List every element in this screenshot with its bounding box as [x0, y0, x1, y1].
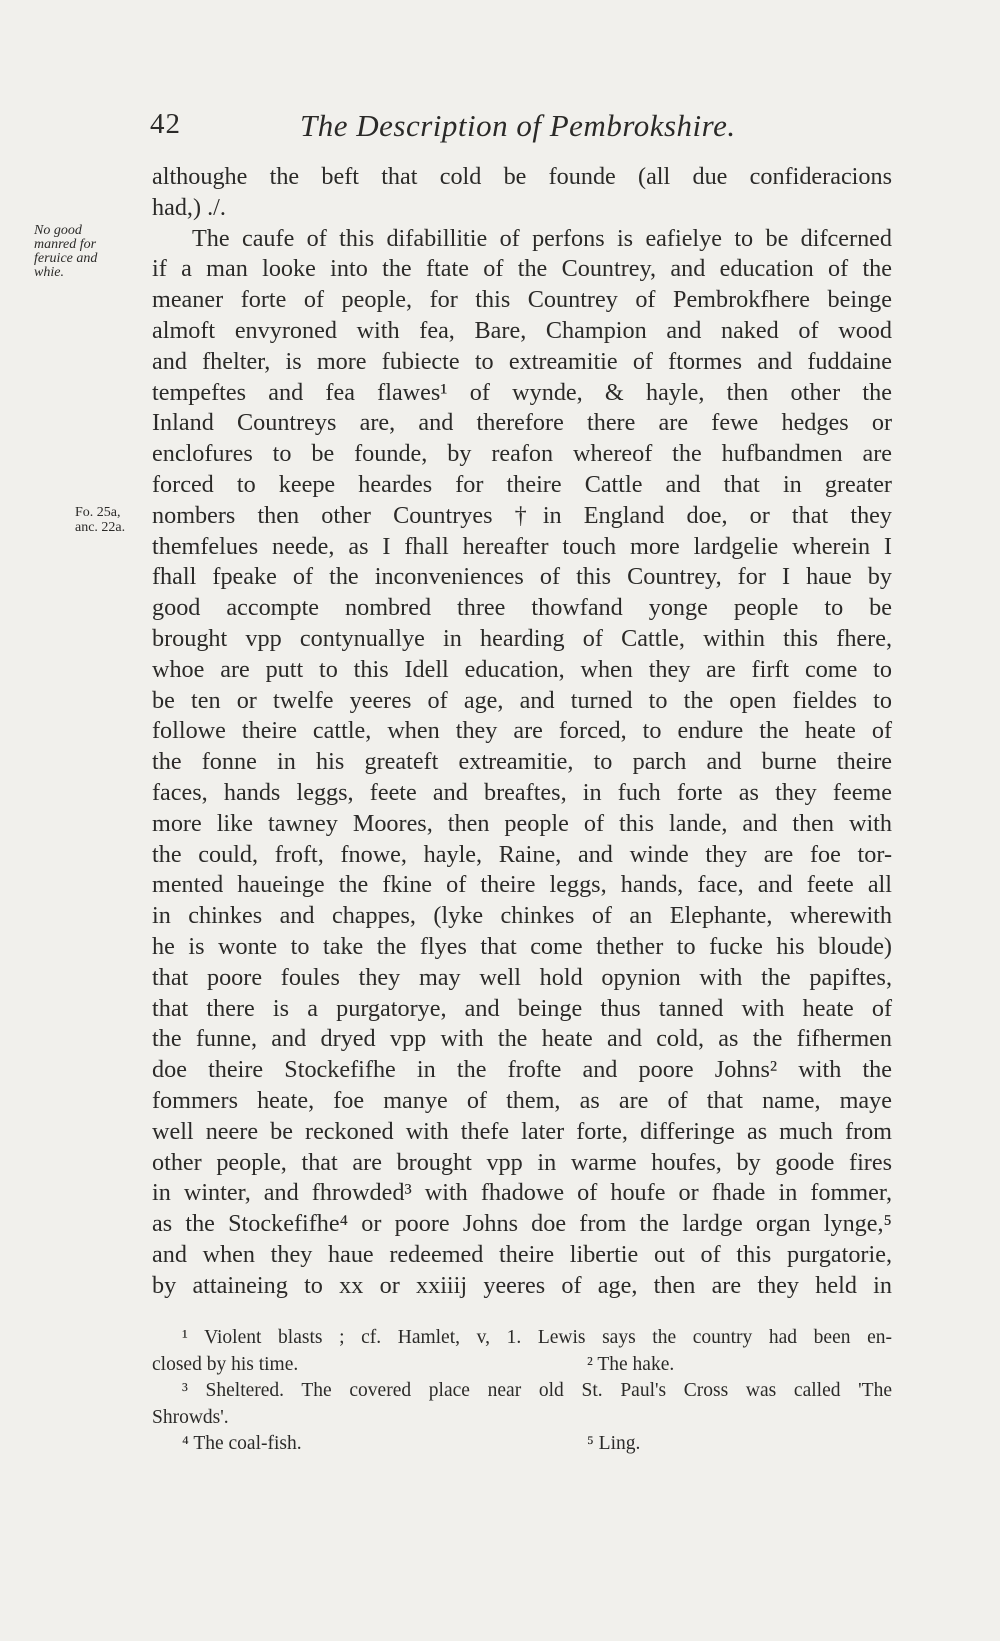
text-line: the fonne in his greateft extreamitie, to parch and burne theire — [152, 748, 892, 776]
text-line: more like tawney Moores, then people of this lande, and then with — [152, 809, 892, 837]
body-text — [152, 162, 892, 1301]
margin-note-line: whie. — [34, 265, 64, 280]
margin-note-line: feruice and — [34, 251, 98, 266]
running-title: The Description of Pembrokshire. — [300, 108, 736, 143]
margin-note — [34, 224, 146, 280]
footnote-line: ¹ Violent blasts ; cf. Hamlet, v, 1. Lewis says the country had been en- — [182, 1327, 892, 1348]
text-line: and fhelter, is more fubiecte to extreamitie of ftormes and fuddaine — [152, 347, 892, 375]
text-line: whoe are putt to this Idell education, when they are firft come to — [152, 655, 892, 683]
footnote-text: ⁵ Ling. — [587, 1433, 641, 1454]
text-line: brought vpp contynuallye in hearding of Cattle, within this fhere, — [152, 624, 892, 652]
text-line: if a man looke into the ftate of the Countrey, and education of the — [152, 255, 892, 283]
text-line: well neere be reckoned with thefe later forte, differinge as much from — [152, 1117, 892, 1145]
text-line: themfelues neede, as I fhall hereafter touch more lardgelie wherein I — [152, 532, 892, 560]
text-line: the funne, and dryed vpp with the heate and cold, as the fifhermen — [152, 1025, 892, 1053]
text-line: good accompte nombred three thowfand yonge people to be — [152, 594, 892, 622]
text-line: fommers heate, foe manye of them, as are of that name, maye — [152, 1086, 892, 1114]
text-line: Inland Countreys are, and therefore there are fewe hedges or — [152, 409, 892, 437]
text-line: the could, froft, fnowe, hayle, Raine, and winde they are foe tor- — [152, 840, 892, 868]
text-line: nombers then other Countryes †in England doe, or that they — [152, 501, 892, 529]
text-line: that poore foules they may well hold opynion with the papiftes, — [152, 963, 892, 991]
text-line: in winter, and fhrowded³ with fhadowe of houfe or fhade in fommer, — [152, 1179, 892, 1207]
text-line: faces, hands leggs, feete and breaftes, in fuch forte as they feeme — [152, 778, 892, 806]
folio-reference — [75, 505, 155, 535]
text-line: in chinkes and chappes, (lyke chinkes of an Elephante, wherewith — [152, 902, 892, 930]
footnote-line: Shrowds'. — [152, 1406, 229, 1428]
text-line: meaner forte of people, for this Countrey of Pembrokfhere beinge — [152, 286, 892, 314]
text-line: had,) ./. — [152, 193, 226, 221]
text-line: and when they haue redeemed theire libertie out of this purgatorie, — [152, 1240, 892, 1268]
footnote-line — [152, 1431, 892, 1458]
text-line: forced to keepe heardes for theire Cattle and that in greater — [152, 470, 892, 498]
footnote-line — [152, 1352, 892, 1379]
text-line: mented haueinge the fkine of theire leggs, hands, face, and feete all — [152, 871, 892, 899]
text-line: by attaineing to xx or xxiiij yeeres of age, then are they held in — [152, 1271, 892, 1299]
text-line: fhall fpeake of the inconveniences of this Countrey, for I haue by — [152, 563, 892, 591]
footnote-text: ⁴ The coal-fish. — [182, 1433, 302, 1454]
text-line: althoughe the beft that cold be founde (all due confideracions — [152, 163, 892, 190]
text-line: followe theire cattle, when they are forced, to endure the heate of — [152, 717, 892, 745]
folio-reference-line: Fo. 25a, — [75, 505, 121, 520]
margin-note-line: No good — [34, 223, 82, 238]
page-header — [150, 108, 896, 148]
page-number: 42 — [150, 108, 181, 140]
margin-note-line: manred for — [34, 237, 97, 252]
text-line: tempeftes and fea flawes¹ of wynde, & hayle, then other the — [152, 378, 892, 406]
text-line: be ten or twelfe yeeres of age, and turned to the open fieldes to — [152, 686, 892, 714]
footnote-line: ³ Sheltered. The covered place near old St. Paul's Cross was called 'The — [182, 1380, 892, 1401]
footnote-text: ² The hake. — [587, 1353, 675, 1375]
text-line: enclofures to be founde, by reafon whereof the hufbandmen are — [152, 440, 892, 468]
footnotes — [152, 1325, 892, 1458]
folio-reference-line: anc. 22a. — [75, 520, 126, 535]
text-line: other people, that are brought vpp in warme houfes, by goode fires — [152, 1148, 892, 1176]
text-line: doe theire Stockefifhe in the frofte and poore Johns² with the — [152, 1056, 892, 1084]
text-line: as the Stockefifhe⁴ or poore Johns doe from the lardge organ lynge,⁵ — [152, 1210, 892, 1238]
footnote-text: closed by his time. — [152, 1353, 299, 1375]
text-line: he is wonte to take the flyes that come thether to fucke his bloude) — [152, 932, 892, 960]
text-line: that there is a purgatorye, and beinge thus tanned with heate of — [152, 994, 892, 1022]
text-line: almoft envyroned with fea, Bare, Champion and naked of wood — [152, 316, 892, 344]
text-line: The caufe of this difabillitie of perfons is eafielye to be difcerned — [192, 224, 892, 252]
